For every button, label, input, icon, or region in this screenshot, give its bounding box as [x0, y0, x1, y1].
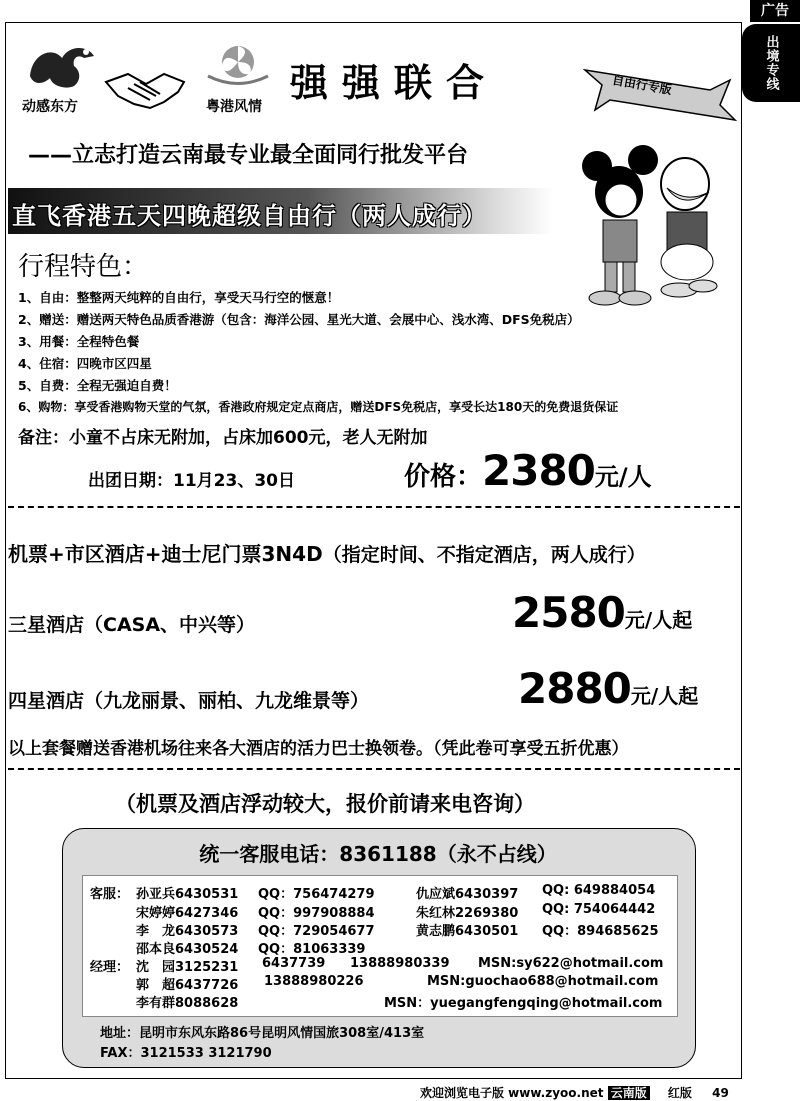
three-star-label: 三星酒店（CASA、中兴等） [8, 614, 256, 636]
three-star-unit: 元/人起 [624, 608, 693, 632]
logo-left-text: 动感东方 [22, 99, 78, 115]
bonus-note: 以上套餐赠送香港机场往来各大酒店的活力巴士换领卷。（凭此卷可享受五折优惠） [8, 739, 629, 759]
slogan: ——立志打造云南最专业最全面同行批发平台 [28, 143, 469, 168]
divider [8, 768, 740, 770]
fax: FAX：3121533 3121790 [100, 1046, 272, 1061]
three-star-value: 2580 [512, 588, 625, 637]
price-label: 价格： [404, 462, 483, 492]
footer-text: 欢迎浏览电子版 www.zyoo.net [420, 1086, 604, 1100]
four-star-label: 四星酒店（九龙丽景、丽柏、九龙维景等） [8, 690, 370, 712]
contact-qq: QQ：894685625 [542, 924, 659, 939]
cartoon-characters-icon [575, 140, 725, 310]
banner-title: 直飞香港五天四晚超级自由行（两人成行） [12, 202, 487, 230]
manager-label: 经理： [90, 960, 130, 975]
main-price [404, 446, 652, 495]
feature-item: 6、购物：享受香港购物天堂的气氛，香港政府规定定点商店，赠送DFS免税店，享受长达180天的免费退货保证 [18, 400, 619, 414]
ribbon-text: 自由行专版 [611, 72, 673, 98]
package-line [8, 538, 646, 567]
side-tab: 出境专线 [742, 24, 800, 102]
contact-name: 宋婷婷6427346 [136, 906, 239, 921]
manager-mobile: 13888980339 [350, 956, 450, 971]
contact-qq: QQ: 754064442 [542, 902, 656, 917]
four-star-value: 2880 [518, 664, 631, 713]
feature-item: 1、自由：整整两天纯粹的自由行，享受天马行空的惬意！ [18, 290, 340, 305]
manager-name: 沈 园3125231 [136, 960, 239, 975]
contact-name: 仇应斌6430397 [416, 887, 519, 902]
contact-name: 黄志鹏6430501 [416, 924, 519, 939]
manager-msn: MSN:sy622@hotmail.com [478, 956, 664, 971]
contact-name: 邵本良6430524 [136, 942, 239, 957]
feature-item: 5、自费：全程无强迫自费！ [18, 378, 177, 393]
contact-name: 李 龙6430573 [136, 924, 239, 939]
footer [420, 1084, 729, 1101]
footer-badge: 云南版 [608, 1086, 650, 1100]
price-unit: 元/人 [594, 463, 652, 491]
four-star-unit: 元/人起 [630, 684, 699, 708]
dragon-logo-icon [22, 36, 102, 94]
disclaimer: （机票及酒店浮动较大，报价前请来电咨询） [115, 792, 535, 816]
contact-qq: QQ：756474279 [258, 887, 375, 902]
ad-tag: 广告 [750, 0, 800, 22]
contact-qq: QQ：729054677 [258, 924, 375, 939]
package-title: 机票+市区酒店+迪士尼门票3N4D [8, 542, 323, 566]
price-value: 2380 [482, 446, 595, 495]
note: 备注：小童不占床无附加，占床加600元，老人无附加 [18, 428, 428, 448]
address: 地址：昆明市东风东路86号昆明风情国旅308室/413室 [100, 1026, 425, 1041]
divider [8, 506, 740, 508]
page-number: 49 [712, 1086, 729, 1100]
four-star-price [518, 664, 698, 713]
features-heading: 行程特色： [18, 252, 149, 282]
manager-mobile: 13888980226 [264, 974, 364, 989]
manager-name: 郭 超6437726 [136, 978, 239, 993]
manager-phone: 6437739 [262, 956, 326, 971]
contact-name: 朱红林2269380 [416, 906, 519, 921]
feature-item: 2、赠送：赠送两天特色品质香港游（包含：海洋公园、星光大道、会展中心、浅水湾、DFS免税店） [18, 312, 580, 327]
service-label: 客服： [90, 887, 130, 902]
handshake-icon [104, 68, 186, 112]
package-subtitle: （指定时间、不指定酒店，两人成行） [322, 544, 646, 566]
manager-msn: MSN：yuegangfengqing@hotmail.com [384, 996, 663, 1011]
manager-name: 李有群8088628 [136, 996, 239, 1011]
contact-qq: QQ: 649884054 [542, 883, 656, 898]
main-title: 强强联合 [290, 60, 499, 105]
contact-qq: QQ：997908884 [258, 906, 375, 921]
contact-qq: QQ：81063339 [258, 942, 366, 957]
hotline: 统一客服电话：8361188（永不占线） [199, 842, 557, 866]
feature-item: 3、用餐：全程特色餐 [18, 334, 140, 349]
footer-edition: 红版 [667, 1086, 692, 1100]
manager-msn: MSN:guochao688@hotmail.com [427, 974, 659, 989]
feature-item: 4、住宿：四晚市区四星 [18, 356, 152, 371]
departure-dates: 出团日期：11月23、30日 [88, 471, 295, 491]
logo-right-text: 粤港风情 [206, 99, 262, 115]
pinwheel-logo-icon [198, 36, 278, 96]
contact-name: 孙亚兵6430531 [136, 887, 239, 902]
three-star-price [512, 588, 692, 637]
